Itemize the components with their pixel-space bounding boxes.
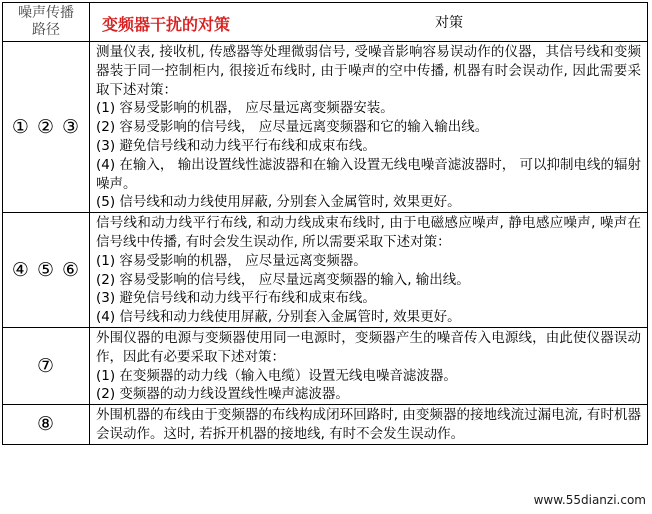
measures-label: 对策 [435, 15, 463, 31]
table-row [3, 213, 648, 328]
route-cell: ④ ⑤ ⑥ [3, 213, 90, 328]
measures-intro: 外围仪器的电源与变频器使用同一电源时，变频器产生的噪音传入电源线，由此使仪器误动作，因此有必要采取下述对策： [96, 329, 641, 365]
measure-item: (1) 容易受影响的机器， 应尽量远离变频器安装。 [96, 100, 394, 117]
header-row [3, 3, 648, 42]
route-header [3, 3, 90, 42]
measures-intro: 信号线和动力线平行布线, 和动力线成束布线时, 由于电磁感应噪声, 静电感应噪声, 噪声在信号线中传播, 有时会发生误动作, 所以需要采取下述对策： [96, 215, 641, 250]
measure-item: (3) 避免信号线和动力线平行布线和成束布线。 [96, 290, 376, 307]
measures-cell [90, 327, 648, 404]
measures-header [90, 3, 648, 42]
site-watermark: www.55dianzi.com [533, 493, 646, 507]
measure-item: (1) 容易受影响的机器， 应尽量远离变频器。 [96, 252, 367, 269]
route-cell: ① ② ③ [3, 42, 90, 213]
measure-item: (1) 在变频器的动力线（输入电缆）设置无线电噪音滤波器。 [96, 367, 457, 384]
measures-intro: 外围机器的布线由于变频器的布线构成闭环回路时, 由变频器的接地线流过漏电流, 有时机器会误动作。这时, 若拆开机器的接地线, 有时不会发生误动作。 [96, 407, 641, 442]
measure-item: (2) 容易受影响的信号线， 应尽量远离变频器的输入, 输出线。 [96, 271, 470, 288]
measures-intro: 测量仪表, 接收机, 传感器等处理微弱信号, 受噪音影响容易误动作的仪器，其信号线和变频器装于同一控制柜内, 很接近布线时, 由于噪声的空中传播, 机器有时会误动作, 因此需要采取下述对策： [96, 44, 641, 98]
measures-cell [90, 213, 648, 328]
measure-item: (5) 信号线和动力线使用屏蔽, 分别套入金属管时, 效果更好。 [96, 194, 461, 211]
measures-cell [90, 405, 648, 445]
countermeasures-table [2, 2, 648, 445]
table-row [3, 42, 648, 213]
route-cell: ⑦ [3, 327, 90, 404]
measure-item: (4) 在输入， 输出设置线性滤波器和在输入设置无线电噪音滤波器时， 可以抑制电线的辐射噪声。 [96, 156, 641, 192]
measures-cell [90, 42, 648, 213]
table-row [3, 327, 648, 404]
measure-item: (4) 信号线和动力线使用屏蔽, 分别套入金属管时, 效果更好。 [96, 309, 461, 326]
route-header-line2: 路径 [32, 22, 60, 38]
route-cell: ⑧ [3, 405, 90, 445]
measure-item: (2) 容易受影响的信号线， 应尽量远离变频器和它的输入输出线。 [96, 119, 489, 136]
route-header-line1: 噪声传播 [18, 5, 74, 21]
measure-item: (2) 变频器的动力线设置线性噪声滤波器。 [96, 386, 349, 403]
measure-item: (3) 避免信号线和动力线平行布线和成束布线。 [96, 137, 376, 154]
table-row [3, 405, 648, 445]
table-title: 变频器干扰的对策 [102, 15, 231, 34]
